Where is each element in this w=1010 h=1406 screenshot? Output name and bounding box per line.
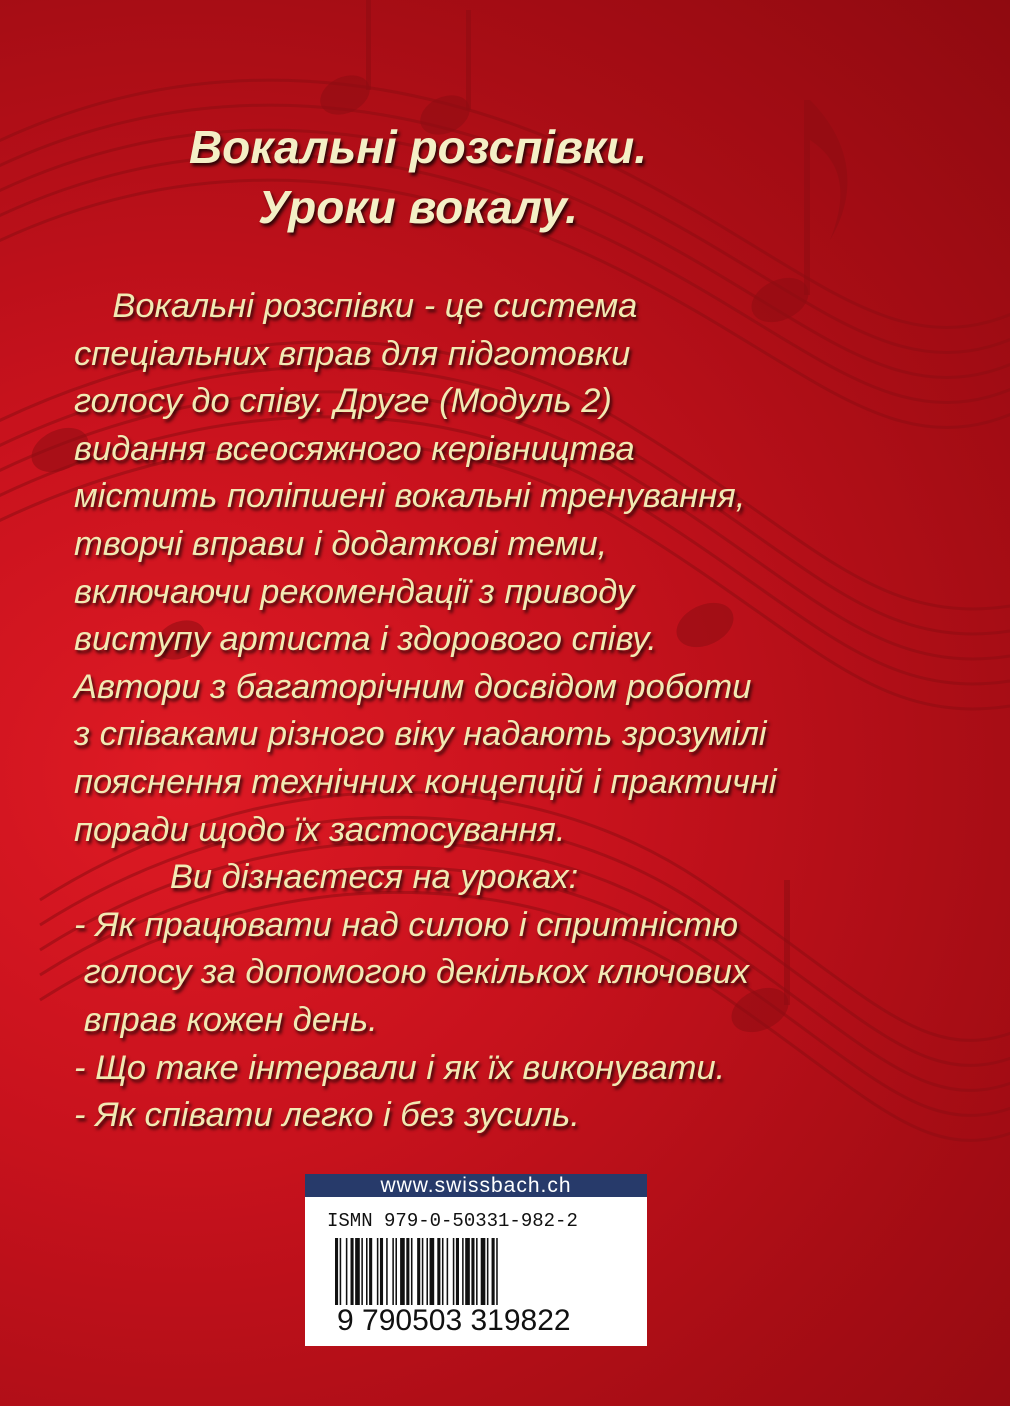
description-line: включаючи рекомендації з приводу [74,572,635,611]
description-line: з співаками різного віку надають зрозумілі [74,715,767,754]
description-line: творчі вправи і додаткові теми, [74,524,608,563]
lesson-bullet-continuation: голосу за допомогою декількох ключових [74,953,750,992]
lesson-bullet-continuation: вправ кожен день. [74,1000,378,1039]
title-line-1: Вокальні розспівки. [188,121,648,173]
description-line: Автори з багаторічним досвідом роботи [74,667,752,706]
description-line: голосу до співу. Друге (Модуль 2) [74,382,612,421]
description-text [74,283,974,1140]
ismn-number: ISMN 979-0-50331-982-2 [327,1210,578,1232]
title-line-2: Уроки вокалу. [258,181,578,233]
barcode-label [305,1174,647,1346]
lesson-bullet: - Що таке інтервали і як їх виконувати. [74,1048,726,1087]
lesson-bullet: - Як працювати над силою і спритністю [74,905,739,944]
lessons-heading: Ви дізнаєтеся на уроках: [74,858,579,897]
publisher-url: www.swissbach.ch [305,1174,647,1197]
description-line: спеціальних вправ для підготовки [74,334,631,373]
description-line: містить поліпшені вокальні тренування, [74,477,746,516]
lesson-bullet: - Як співати легко і без зусиль. [74,1096,580,1135]
description-line: видання всеосяжного керівництва [74,429,635,468]
barcode-digits: 9 790503 319822 [335,1305,627,1337]
description-line: поради щодо їх застосування. [74,810,566,849]
description-line: пояснення технічних концепцій і практичні [74,762,777,801]
description-line: Вокальні розспівки - це система [74,287,638,325]
description-line: виступу артиста і здорового співу. [74,620,657,659]
